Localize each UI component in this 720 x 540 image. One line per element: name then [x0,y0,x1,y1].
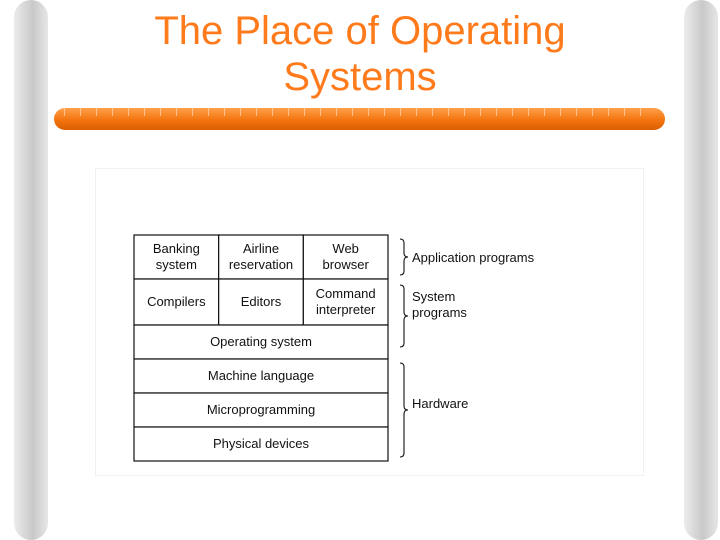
diagram-cell-label: Physical devices [212,436,310,451]
diagram-cell-label: Command [315,286,376,301]
left-decorative-bar [14,0,48,540]
slide-title [60,8,660,100]
group-brace [400,363,408,457]
group-label: System [412,289,456,304]
diagram-cell [134,279,219,325]
group-brace [400,285,408,347]
diagram-cell [134,359,388,393]
title-rule [54,108,665,130]
diagram-canvas [96,169,643,475]
diagram-cell-label: Microprogramming [206,402,316,417]
diagram-cell-label: Compilers [147,294,206,309]
diagram-cell-label: Editors [240,294,282,309]
slide-title-line-2: Systems [283,55,437,99]
diagram-cell [219,235,304,279]
os-layer-diagram [95,168,644,476]
slide-title-line-1: The Place of Operating [154,9,566,53]
diagram-cell-label: Web [332,241,359,256]
group-label: Hardware [412,396,469,411]
diagram-cell-label: interpreter [316,302,376,317]
diagram-cell [134,427,388,461]
diagram-cell-label: reservation [228,257,294,272]
right-decorative-bar [684,0,718,540]
group-label: Application programs [412,250,535,265]
diagram-cell-label: system [155,257,197,272]
diagram-cell [134,235,219,279]
group-brace [400,239,408,275]
diagram-cell-label: Banking [152,241,200,256]
diagram-cell [134,393,388,427]
diagram-cell-label: Machine language [207,368,315,383]
diagram-cell [219,279,304,325]
group-label: programs [412,305,467,320]
diagram-cell [303,279,388,325]
diagram-cell-label: Airline [242,241,280,256]
diagram-cell [134,325,388,359]
diagram-cell-label: Operating system [210,334,312,349]
diagram-cell-label: browser [322,257,369,272]
diagram-cell [303,235,388,279]
